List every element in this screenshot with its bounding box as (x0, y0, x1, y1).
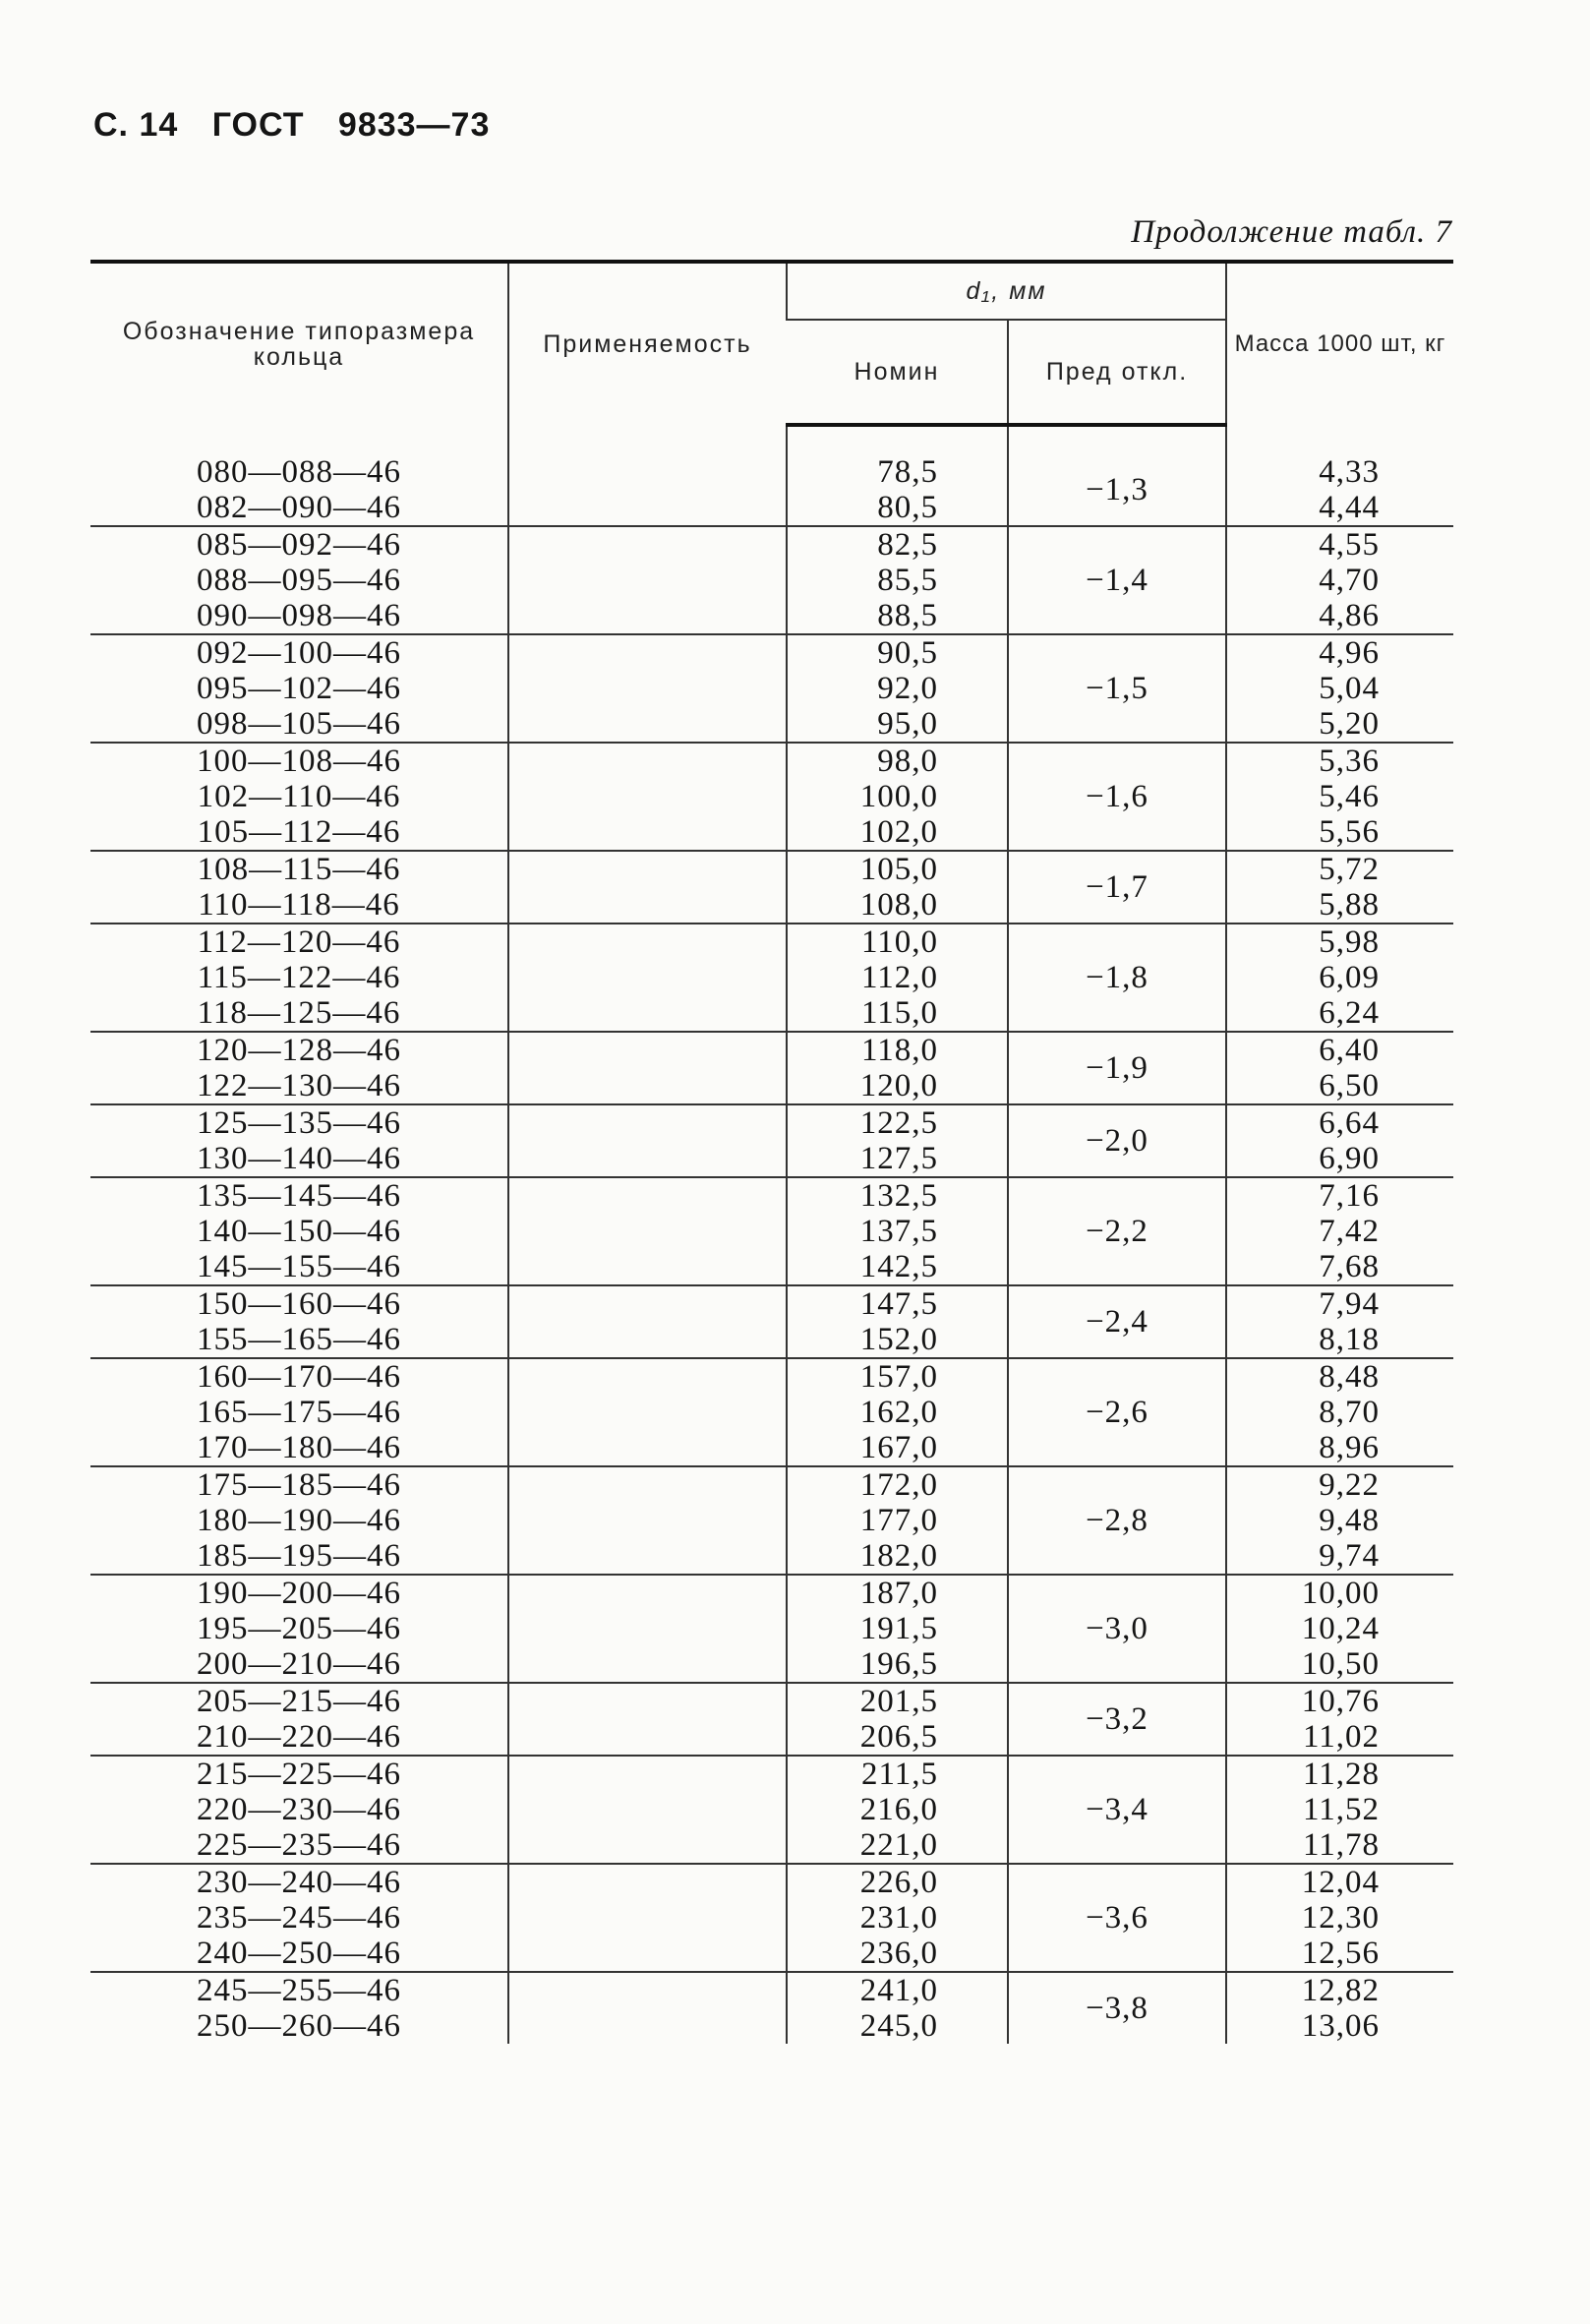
nominal-value: 211,5 (860, 1757, 938, 1792)
mass-value: 13,06 (1301, 2008, 1380, 2044)
ring-designation: 185—195—46 (197, 1538, 401, 1574)
nominal-value: 152,0 (859, 1322, 938, 1357)
tolerance-cell: −1,4 (1008, 526, 1226, 634)
mass-value: 8,96 (1319, 1430, 1380, 1465)
mass-cell (1226, 634, 1453, 743)
mass-cell (1226, 454, 1453, 526)
mass-value: 5,04 (1319, 671, 1380, 706)
nominal-cell (787, 1683, 1008, 1756)
mass-value: 11,78 (1302, 1827, 1380, 1863)
page-header (93, 106, 513, 145)
tolerance-cell: −2,2 (1008, 1177, 1226, 1285)
applicability-cell (508, 1683, 787, 1756)
tolerance-cell: −3,6 (1008, 1864, 1226, 1972)
tolerance-cell: −3,4 (1008, 1756, 1226, 1864)
nominal-value: 231,0 (859, 1900, 938, 1936)
ring-designation: 250—260—46 (197, 2008, 401, 2044)
nominal-value: 110,0 (860, 924, 938, 960)
ring-designation: 210—220—46 (197, 1719, 401, 1755)
nominal-value: 98,0 (877, 744, 938, 779)
mass-cell (1226, 1683, 1453, 1756)
mass-value: 6,64 (1319, 1105, 1380, 1141)
nominal-value: 82,5 (877, 527, 938, 563)
mass-value: 10,24 (1301, 1611, 1380, 1646)
mass-cell (1226, 1756, 1453, 1864)
mass-value: 11,02 (1302, 1719, 1380, 1755)
page-number: С. 14 (93, 106, 179, 144)
ring-designation: 215—225—46 (197, 1757, 401, 1792)
ring-designation: 230—240—46 (197, 1865, 401, 1900)
ring-designation: 100—108—46 (197, 744, 401, 779)
mass-value: 7,94 (1319, 1286, 1380, 1322)
nominal-value: 206,5 (859, 1719, 938, 1755)
designation-cell (90, 1032, 508, 1104)
nominal-cell (787, 924, 1008, 1032)
table-row-group (90, 1466, 1453, 1575)
nominal-value: 100,0 (859, 779, 938, 814)
designation-cell (90, 1683, 508, 1756)
nominal-value: 137,5 (859, 1214, 938, 1249)
tolerance-cell: −1,9 (1008, 1032, 1226, 1104)
nominal-value: 187,0 (859, 1576, 938, 1611)
ring-designation: 120—128—46 (197, 1033, 401, 1068)
header-d1: d₁, мм (787, 262, 1226, 320)
ring-designation: 190—200—46 (197, 1576, 401, 1611)
tolerance-cell: −1,3 (1008, 454, 1226, 526)
table-row-group (90, 1358, 1453, 1466)
mass-value: 4,44 (1319, 490, 1380, 525)
applicability-cell (508, 454, 787, 526)
ring-designation: 082—090—46 (197, 490, 401, 525)
ring-designation: 105—112—46 (197, 814, 401, 850)
nominal-value: 226,0 (859, 1865, 938, 1900)
ring-designation: 245—255—46 (197, 1973, 401, 2008)
ring-designation: 145—155—46 (197, 1249, 401, 1284)
mass-value: 12,04 (1301, 1865, 1380, 1900)
nominal-value: 95,0 (877, 706, 938, 742)
nominal-value: 172,0 (859, 1467, 938, 1503)
nominal-cell (787, 1864, 1008, 1972)
tolerance-cell: −3,2 (1008, 1683, 1226, 1756)
applicability-cell (508, 1104, 787, 1177)
designation-cell (90, 526, 508, 634)
tolerance-cell: −3,8 (1008, 1972, 1226, 2044)
ring-designation: 200—210—46 (197, 1646, 401, 1682)
nominal-value: 201,5 (859, 1684, 938, 1719)
ring-designation: 122—130—46 (197, 1068, 401, 1103)
ring-designation: 165—175—46 (197, 1395, 401, 1430)
ring-designation: 088—095—46 (197, 563, 401, 598)
nominal-value: 112,0 (860, 960, 938, 995)
mass-cell (1226, 1972, 1453, 2044)
applicability-cell (508, 1972, 787, 2044)
mass-value: 11,52 (1302, 1792, 1380, 1827)
nominal-value: 147,5 (859, 1286, 938, 1322)
nominal-value: 162,0 (859, 1395, 938, 1430)
ring-designation: 118—125—46 (197, 995, 401, 1031)
ring-designation: 170—180—46 (197, 1430, 401, 1465)
mass-cell (1226, 743, 1453, 851)
nominal-value: 236,0 (859, 1936, 938, 1971)
mass-value: 9,74 (1319, 1538, 1380, 1574)
nominal-value: 78,5 (877, 454, 938, 490)
tolerance-cell: −1,6 (1008, 743, 1226, 851)
tolerance-cell: −2,8 (1008, 1466, 1226, 1575)
nominal-value: 142,5 (859, 1249, 938, 1284)
nominal-value: 80,5 (877, 490, 938, 525)
tolerance-cell: −1,7 (1008, 851, 1226, 924)
header-nominal: Номин (787, 320, 1008, 425)
ring-designation: 110—118—46 (198, 887, 400, 923)
applicability-cell (508, 1358, 787, 1466)
applicability-cell (508, 1466, 787, 1575)
mass-value: 7,68 (1319, 1249, 1380, 1284)
mass-value: 9,48 (1319, 1503, 1380, 1538)
mass-value: 4,55 (1319, 527, 1380, 563)
applicability-cell (508, 634, 787, 743)
table-row-group (90, 851, 1453, 924)
nominal-value: 118,0 (860, 1033, 938, 1068)
table-row-group (90, 1032, 1453, 1104)
nominal-cell (787, 1756, 1008, 1864)
nominal-value: 245,0 (859, 2008, 938, 2044)
mass-value: 5,72 (1319, 852, 1380, 887)
mass-cell (1226, 1285, 1453, 1358)
nominal-value: 122,5 (859, 1105, 938, 1141)
mass-value: 5,56 (1319, 814, 1380, 850)
table-body (90, 425, 1453, 2044)
ring-designation: 135—145—46 (197, 1178, 401, 1214)
table-row-group (90, 1864, 1453, 1972)
applicability-cell (508, 1177, 787, 1285)
nominal-value: 177,0 (859, 1503, 938, 1538)
header-designation: Обозначение типоразмера кольца (90, 262, 508, 425)
applicability-cell (508, 1756, 787, 1864)
applicability-cell (508, 1575, 787, 1683)
designation-cell (90, 743, 508, 851)
table-row-group (90, 1972, 1453, 2044)
ring-designation: 235—245—46 (197, 1900, 401, 1936)
mass-value: 6,40 (1319, 1033, 1380, 1068)
ring-designation: 095—102—46 (197, 671, 401, 706)
tolerance-cell: −3,0 (1008, 1575, 1226, 1683)
nominal-value: 115,0 (860, 995, 938, 1031)
nominal-value: 157,0 (859, 1359, 938, 1395)
nominal-value: 241,0 (859, 1973, 938, 2008)
designation-cell (90, 1104, 508, 1177)
nominal-cell (787, 1972, 1008, 2044)
applicability-cell (508, 924, 787, 1032)
mass-cell (1226, 1358, 1453, 1466)
ring-designation: 205—215—46 (197, 1684, 401, 1719)
tolerance-cell: −2,4 (1008, 1285, 1226, 1358)
ring-designation: 130—140—46 (197, 1141, 401, 1176)
mass-value: 4,96 (1319, 635, 1380, 671)
nominal-cell (787, 634, 1008, 743)
mass-value: 12,56 (1301, 1936, 1380, 1971)
nominal-cell (787, 454, 1008, 526)
mass-value: 6,50 (1319, 1068, 1380, 1103)
mass-value: 4,86 (1319, 598, 1380, 633)
designation-cell (90, 1972, 508, 2044)
table-row-group (90, 634, 1453, 743)
table-row-group (90, 924, 1453, 1032)
mass-cell (1226, 1466, 1453, 1575)
nominal-value: 221,0 (859, 1827, 938, 1863)
table-row-group (90, 454, 1453, 526)
continuation-label: Продолжение табл. 7 (1131, 214, 1452, 250)
header-tolerance: Пред откл. (1008, 320, 1226, 425)
mass-cell (1226, 851, 1453, 924)
ring-designation: 225—235—46 (197, 1827, 401, 1863)
mass-value: 10,50 (1301, 1646, 1380, 1682)
applicability-cell (508, 526, 787, 634)
standard-number: 9833—73 (337, 106, 491, 144)
nominal-cell (787, 526, 1008, 634)
designation-cell (90, 851, 508, 924)
header-mass: Масса 1000 шт, кг (1226, 262, 1453, 425)
designation-cell (90, 924, 508, 1032)
designation-cell (90, 1864, 508, 1972)
tolerance-cell: −1,8 (1008, 924, 1226, 1032)
ring-size-table (90, 260, 1453, 2044)
table-row-group (90, 526, 1453, 634)
mass-value: 5,88 (1319, 887, 1380, 923)
mass-value: 6,24 (1319, 995, 1380, 1031)
mass-cell (1226, 1177, 1453, 1285)
nominal-cell (787, 1575, 1008, 1683)
mass-value: 10,00 (1301, 1576, 1380, 1611)
nominal-value: 88,5 (877, 598, 938, 633)
designation-cell (90, 1575, 508, 1683)
ring-designation: 175—185—46 (197, 1467, 401, 1503)
mass-cell (1226, 924, 1453, 1032)
ring-designation: 140—150—46 (197, 1214, 401, 1249)
mass-value: 12,82 (1301, 1973, 1380, 2008)
table-header (90, 262, 1453, 425)
ring-designation: 150—160—46 (197, 1286, 401, 1322)
ring-designation: 098—105—46 (197, 706, 401, 742)
designation-cell (90, 634, 508, 743)
mass-cell (1226, 1104, 1453, 1177)
ring-designation: 080—088—46 (197, 454, 401, 490)
designation-cell (90, 1358, 508, 1466)
tolerance-cell: −1,5 (1008, 634, 1226, 743)
applicability-cell (508, 743, 787, 851)
nominal-value: 196,5 (859, 1646, 938, 1682)
nominal-cell (787, 1104, 1008, 1177)
nominal-value: 167,0 (859, 1430, 938, 1465)
mass-value: 6,90 (1319, 1141, 1380, 1176)
mass-value: 9,22 (1319, 1467, 1380, 1503)
mass-cell (1226, 1032, 1453, 1104)
tolerance-cell: −2,0 (1008, 1104, 1226, 1177)
standard-label: ГОСТ (211, 106, 305, 144)
nominal-cell (787, 743, 1008, 851)
mass-value: 8,18 (1319, 1322, 1380, 1357)
mass-value: 5,46 (1319, 779, 1380, 814)
ring-designation: 090—098—46 (197, 598, 401, 633)
nominal-value: 132,5 (859, 1178, 938, 1214)
table-row-group (90, 1683, 1453, 1756)
nominal-value: 191,5 (859, 1611, 938, 1646)
ring-designation: 240—250—46 (197, 1936, 401, 1971)
mass-value: 11,28 (1302, 1757, 1380, 1792)
applicability-cell (508, 1285, 787, 1358)
mass-value: 6,09 (1319, 960, 1380, 995)
applicability-cell (508, 1032, 787, 1104)
mass-value: 12,30 (1301, 1900, 1380, 1936)
table-row-group (90, 1756, 1453, 1864)
mass-cell (1226, 1864, 1453, 1972)
mass-value: 7,42 (1319, 1214, 1380, 1249)
mass-value: 4,70 (1319, 563, 1380, 598)
ring-designation: 125—135—46 (197, 1105, 401, 1141)
mass-value: 5,98 (1319, 924, 1380, 960)
table-row-group (90, 1104, 1453, 1177)
nominal-cell (787, 1466, 1008, 1575)
nominal-cell (787, 1358, 1008, 1466)
nominal-cell (787, 1032, 1008, 1104)
table-row-group (90, 1575, 1453, 1683)
mass-cell (1226, 526, 1453, 634)
nominal-value: 182,0 (859, 1538, 938, 1574)
ring-designation: 085—092—46 (197, 527, 401, 563)
designation-cell (90, 1285, 508, 1358)
header-applicability: Применяемость (508, 262, 787, 425)
ring-designation: 160—170—46 (197, 1359, 401, 1395)
nominal-cell (787, 1177, 1008, 1285)
mass-value: 8,70 (1319, 1395, 1380, 1430)
nominal-value: 108,0 (859, 887, 938, 923)
nominal-value: 92,0 (877, 671, 938, 706)
designation-cell (90, 1466, 508, 1575)
ring-designation: 108—115—46 (197, 852, 401, 887)
nominal-value: 216,0 (859, 1792, 938, 1827)
nominal-value: 102,0 (859, 814, 938, 850)
designation-cell (90, 454, 508, 526)
nominal-value: 85,5 (877, 563, 938, 598)
ring-designation: 220—230—46 (197, 1792, 401, 1827)
applicability-cell (508, 851, 787, 924)
mass-value: 10,76 (1301, 1684, 1380, 1719)
nominal-value: 90,5 (877, 635, 938, 671)
mass-value: 7,16 (1319, 1178, 1380, 1214)
nominal-cell (787, 1285, 1008, 1358)
ring-designation: 092—100—46 (197, 635, 401, 671)
ring-designation: 155—165—46 (197, 1322, 401, 1357)
nominal-value: 120,0 (859, 1068, 938, 1103)
mass-cell (1226, 1575, 1453, 1683)
mass-value: 8,48 (1319, 1359, 1380, 1395)
nominal-cell (787, 851, 1008, 924)
designation-cell (90, 1756, 508, 1864)
ring-designation: 102—110—46 (197, 779, 401, 814)
ring-designation: 115—122—46 (197, 960, 401, 995)
ring-designation: 112—120—46 (197, 924, 401, 960)
table-row-group (90, 743, 1453, 851)
table-row-group (90, 1285, 1453, 1358)
ring-designation: 180—190—46 (197, 1503, 401, 1538)
applicability-cell (508, 1864, 787, 1972)
table-row-group (90, 1177, 1453, 1285)
tolerance-cell: −2,6 (1008, 1358, 1226, 1466)
ring-designation: 195—205—46 (197, 1611, 401, 1646)
designation-cell (90, 1177, 508, 1285)
nominal-value: 127,5 (859, 1141, 938, 1176)
nominal-value: 105,0 (859, 852, 938, 887)
mass-value: 4,33 (1319, 454, 1380, 490)
mass-value: 5,20 (1319, 706, 1380, 742)
mass-value: 5,36 (1319, 744, 1380, 779)
